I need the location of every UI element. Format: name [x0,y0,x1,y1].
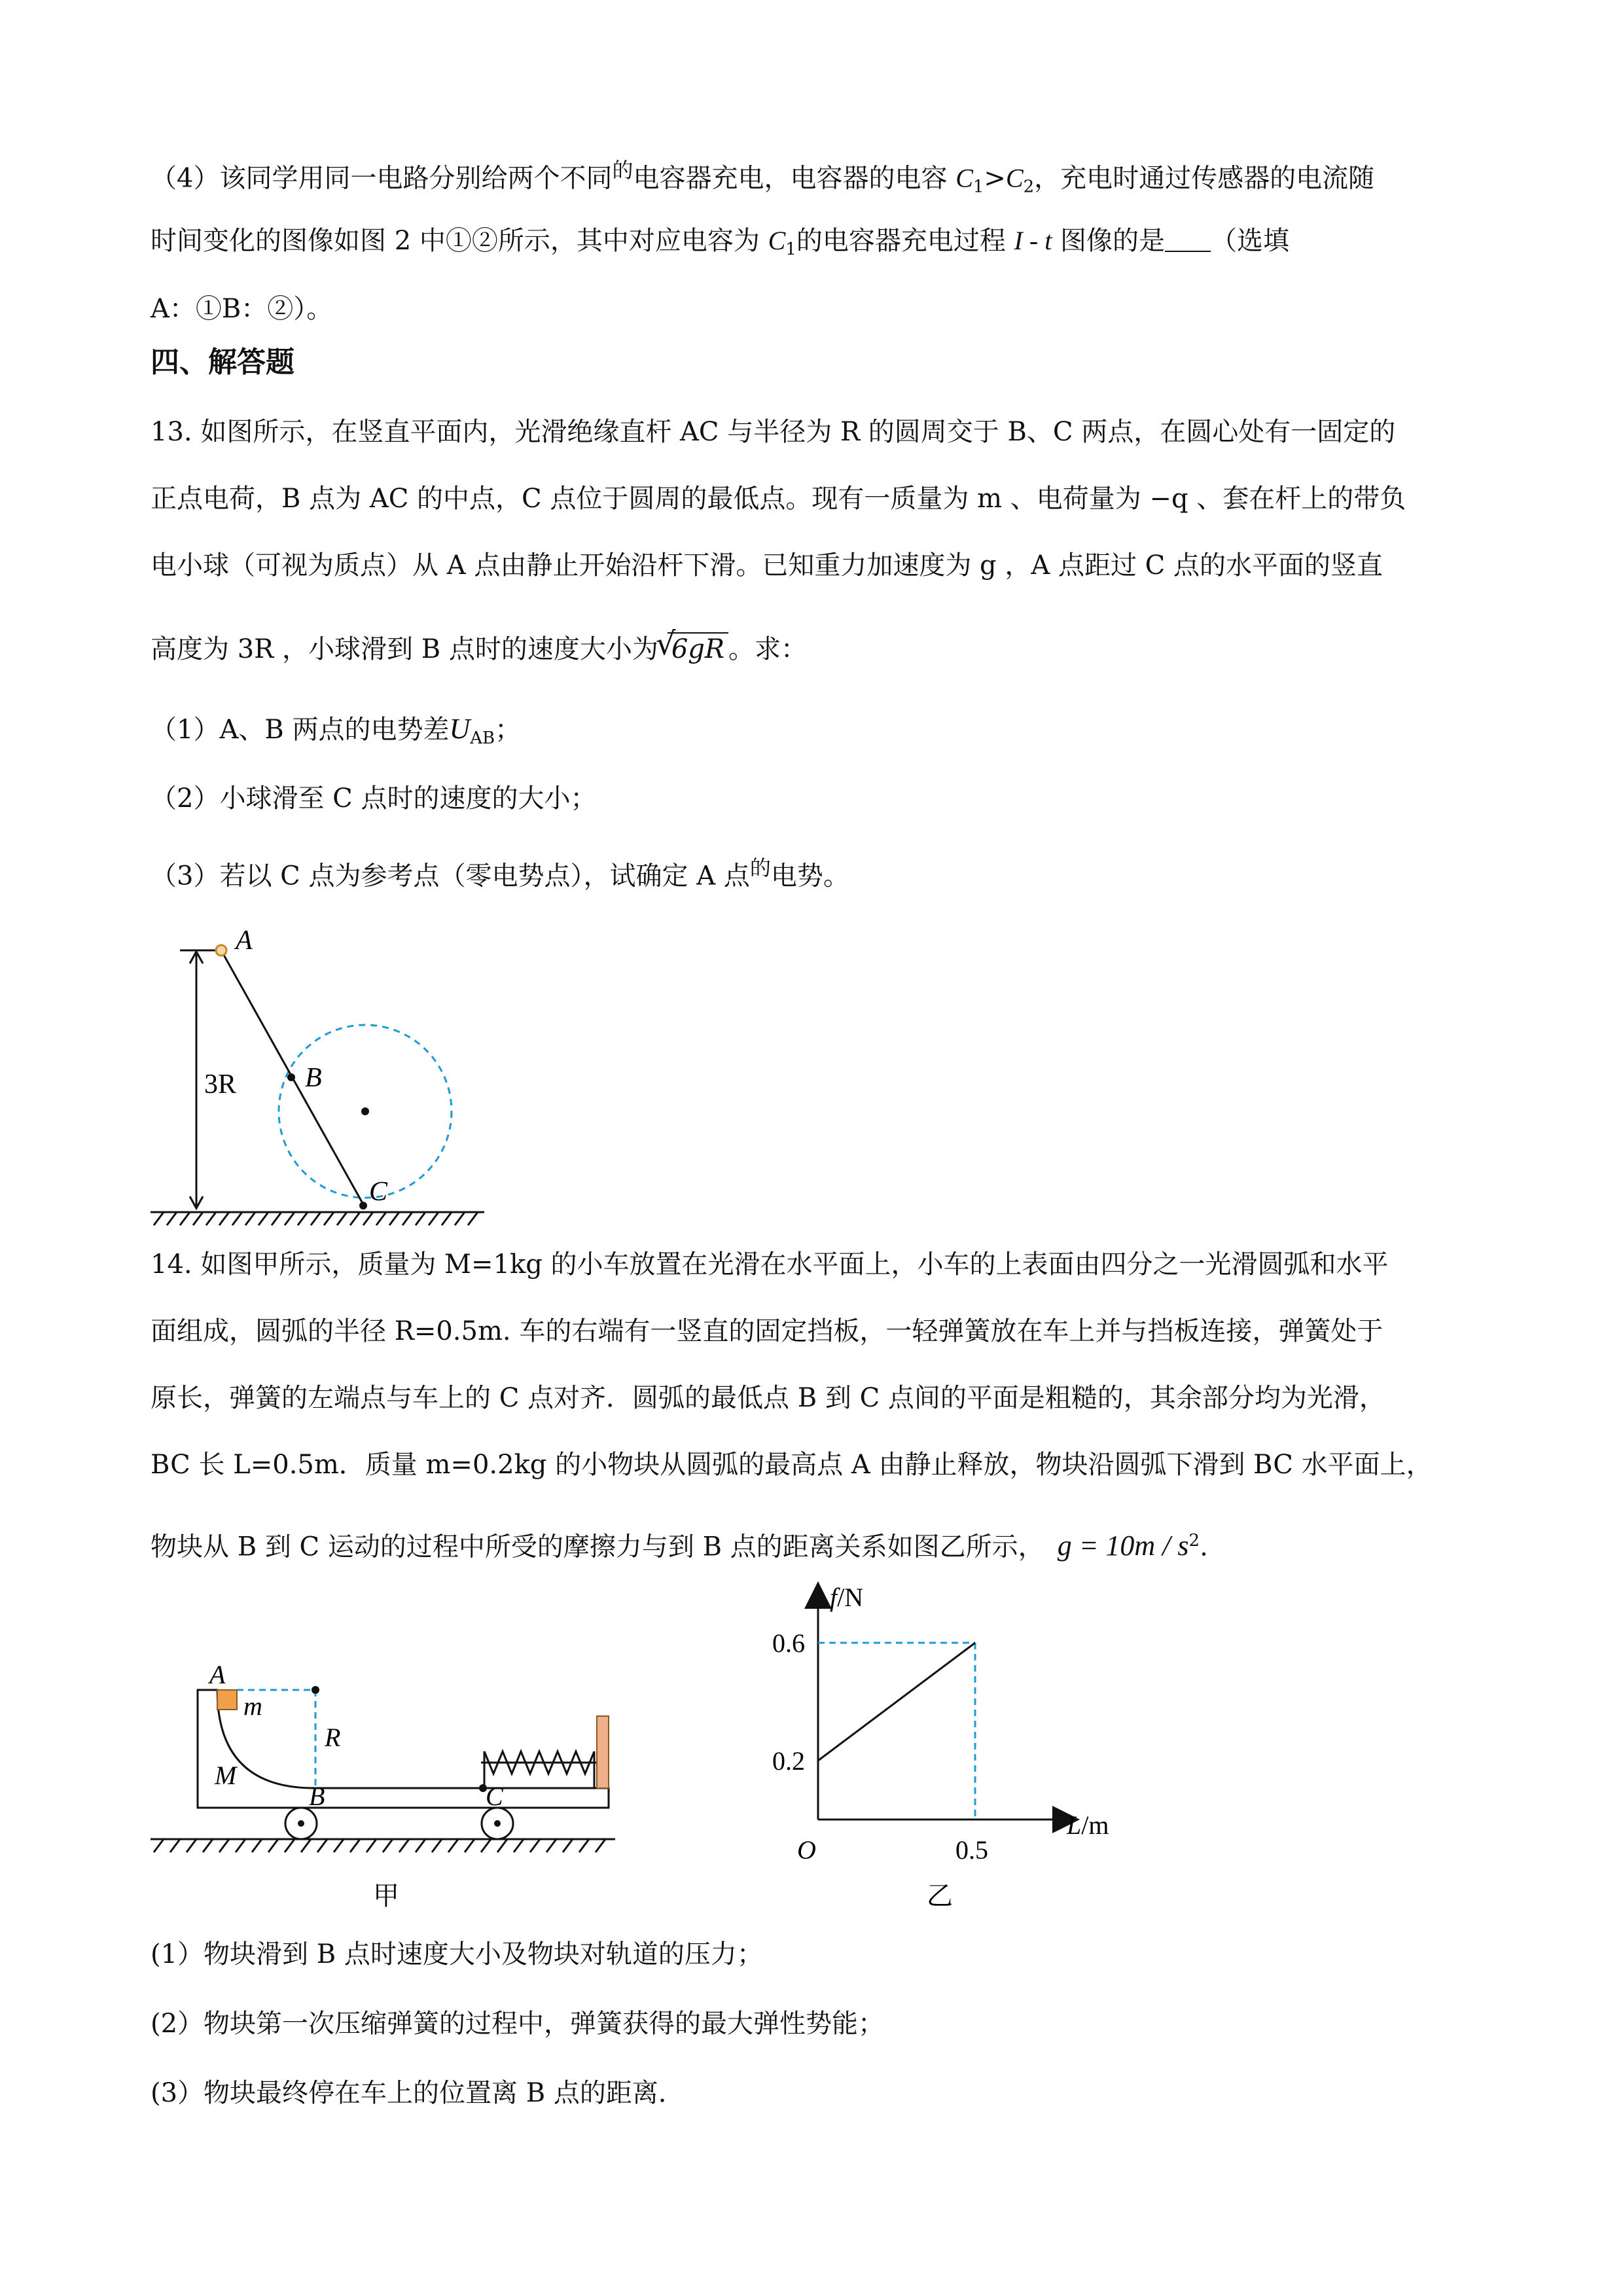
q14-line4: BC 长 L=0.5m．质量 m=0.2kg 的小物块从圆弧的最高点 A 由静止释放，物块沿圆弧下滑到 BC 水平面上， [151,1450,1433,1480]
q14-sub3: (3）物块最终停在车上的位置离 B 点的距离． [151,2078,685,2108]
label-m: m [243,1691,262,1721]
y-tick-label: 0.6 [772,1628,805,1658]
q14-chart-yi [746,1571,1165,1911]
point-b [287,1073,295,1081]
block-m [217,1690,237,1710]
q12-part4-line2: 时间变化的图像如图 2 中①②所示，其中对应电容为 $C_1$的电容器充电过程 I - t 图像的是 （选填 [151,226,1290,259]
center-charge [361,1107,369,1115]
q12-part4-line3: A：①B：②）。 [151,294,333,324]
q13-line1: 13. 如图所示，在竖直平面内，光滑绝缘直杆 AC 与半径为 R 的圆周交于 B、C 两点，在圆心处有一固定的 [151,417,1396,447]
q13-sub1: （1）A、B 两点的电势差$U_{AB}$； [151,713,522,748]
label-b: B [309,1782,325,1811]
label-a: A [209,1660,226,1689]
q13-sub2: （2）小球滑至 C 点时的速度的大小； [151,783,597,814]
q13-line3: 电小球（可视为质点）从 A 点由静止开始沿杆下滑。已知重力加速度为 g ，A 点距过 C 点的水平面的竖直 [151,550,1383,581]
q14-sub1: (1）物块滑到 B 点时速度大小及物块对轨道的压力； [151,1939,763,1969]
label-a: A [236,925,253,956]
q14-line3: 原长，弹簧的左端点与车上的 C 点对齐．圆弧的最低点 B 到 C 点间的平面是粗糙的，其余部分均为光滑， [151,1383,1385,1413]
arc-center [312,1686,319,1694]
section-title: 四、解答题 [151,346,294,379]
q13-line2: 正点电荷，B 点为 AC 的中点，C 点位于圆周的最低点。现有一质量为 m 、电荷量为 −q 、套在杆上的带负 [151,484,1406,514]
baffle [597,1716,609,1788]
label-c: C [486,1782,503,1811]
caption-jia: 甲 [373,1881,399,1910]
q14-figure-jia [144,1643,641,1924]
ball-a [216,945,226,956]
answer-blank[interactable] [1165,227,1211,252]
q13-line4: 高度为 3R ，小球滑到 B 点时的速度大小为 √ 6gR 。求： [151,626,807,664]
q14-line2: 面组成，圆弧的半径 R=0.5m. 车的右端有一竖直的固定挡板，一轻弹簧放在车上并与挡板连接，弹簧处于 [151,1316,1383,1346]
origin-label: O [797,1835,816,1865]
height-label: 3R [204,1069,237,1100]
caption-yi: 乙 [927,1881,953,1910]
q14-sub2: (2）物块第一次压缩弹簧的过程中，弹簧获得的最大弹性势能； [151,2009,885,2039]
sqrt-expression: √ 6gR [668,632,728,665]
y-tick-label: 0.2 [772,1746,805,1776]
q14-line5: 物块从 B 到 C 运动的过程中所受的摩擦力与到 B 点的距离关系如图乙所示， $g = 10m / s^2$. [151,1530,1208,1562]
ground-hatch [151,1212,484,1225]
q13-figure [144,923,510,1230]
x-axis-label: L/m [1067,1810,1109,1840]
x-tick-label: 0.5 [955,1835,988,1865]
label-c: C [369,1177,388,1207]
label-r: R [325,1723,341,1752]
y-axis-label: f/N [830,1583,864,1612]
q14-line1: 14. 如图甲所示，质量为 M=1kg 的小车放置在光滑在水平面上，小车的上表面由四分之一光滑圆弧和水平 [151,1249,1389,1280]
series-line [818,1643,975,1761]
label-b: B [305,1063,322,1093]
label-cart-m: M [215,1761,237,1790]
point-c [359,1202,367,1210]
q12-part4-line1: （4）该同学用同一电路分别给两个不同$^的$电容器充电，电容器的电容 $C_1>C_2$，充电时通过传感器的电流随 [151,158,1375,197]
q13-sub3: （3）若以 C 点为参考点（零电势点），试确定 A 点$^的$电势。 [151,855,849,891]
